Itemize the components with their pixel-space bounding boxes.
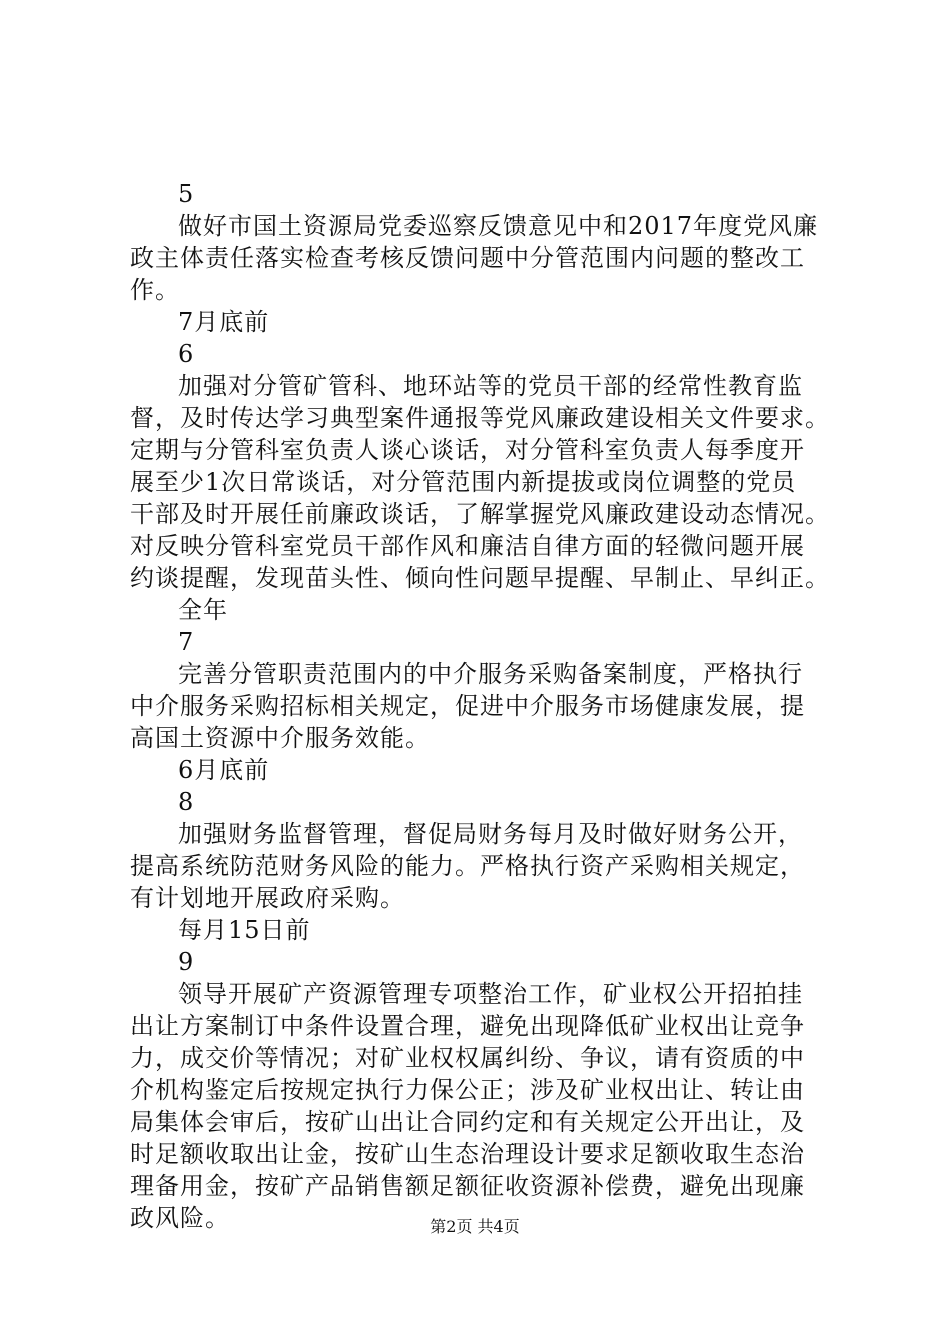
item-deadline: 全年 [178, 596, 228, 624]
item-text-line: 督，及时传达学习典型案件通报等党风廉政建设相关文件要求。 [130, 404, 830, 432]
item-text-line: 政主体责任落实检查考核反馈问题中分管范围内问题的整改工 [130, 244, 805, 272]
item-number: 7 [178, 628, 195, 656]
item-text-line: 定期与分管科室负责人谈心谈话，对分管科室负责人每季度开 [130, 436, 805, 464]
item-number: 5 [178, 180, 195, 208]
item-text-line: 出让方案制订中条件设置合理，避免出现降低矿业权出让竞争 [130, 1012, 805, 1040]
item-text-line: 作。 [130, 276, 180, 304]
item-text-line: 介机构鉴定后按规定执行力保公正；涉及矿业权出让、转让由 [130, 1076, 805, 1104]
page-footer [0, 1216, 950, 1238]
item-deadline: 每月15日前 [178, 916, 311, 944]
item-number: 9 [178, 948, 195, 976]
document-body [130, 178, 830, 1234]
item-text-line: 干部及时开展任前廉政谈话，了解掌握党风廉政建设动态情况。 [130, 500, 830, 528]
item-text-line: 高国土资源中介服务效能。 [130, 724, 430, 752]
item-text-line: 提高系统防范财务风险的能力。严格执行资产采购相关规定， [130, 852, 805, 880]
item-text-line: 展至少1次日常谈话，对分管范围内新提拔或岗位调整的党员 [130, 468, 797, 496]
item-text-line: 加强财务监督管理，督促局财务每月及时做好财务公开， [178, 820, 803, 848]
item-text-line: 有计划地开展政府采购。 [130, 884, 405, 912]
item-number: 8 [178, 788, 195, 816]
item-text-line: 理备用金，按矿产品销售额足额征收资源补偿费，避免出现廉 [130, 1172, 805, 1200]
item-text-line: 局集体会审后，按矿山出让合同约定和有关规定公开出让，及 [130, 1108, 805, 1136]
item-number: 6 [178, 340, 195, 368]
item-text-line: 做好市国土资源局党委巡察反馈意见中和2017年度党风廉 [178, 212, 819, 240]
item-text-line: 领导开展矿产资源管理专项整治工作，矿业权公开招拍挂 [178, 980, 803, 1008]
item-deadline: 6月底前 [178, 756, 270, 784]
item-text-line: 政风险。 [130, 1204, 230, 1232]
item-text-line: 对反映分管科室党员干部作风和廉洁自律方面的轻微问题开展 [130, 532, 805, 560]
item-text-line: 加强对分管矿管科、地环站等的党员干部的经常性教育监 [178, 372, 803, 400]
item-text-line: 约谈提醒，发现苗头性、倾向性问题早提醒、早制止、早纠正。 [130, 564, 830, 592]
item-text-line: 中介服务采购招标相关规定，促进中介服务市场健康发展，提 [130, 692, 805, 720]
item-deadline: 7月底前 [178, 308, 270, 336]
item-text-line: 时足额收取出让金，按矿山生态治理设计要求足额收取生态治 [130, 1140, 805, 1168]
page-number-label: 第2页 共4页 [430, 1217, 520, 1236]
item-text-line: 力，成交价等情况；对矿业权权属纠纷、争议，请有资质的中 [130, 1044, 805, 1072]
item-text-line: 完善分管职责范围内的中介服务采购备案制度，严格执行 [178, 660, 803, 688]
